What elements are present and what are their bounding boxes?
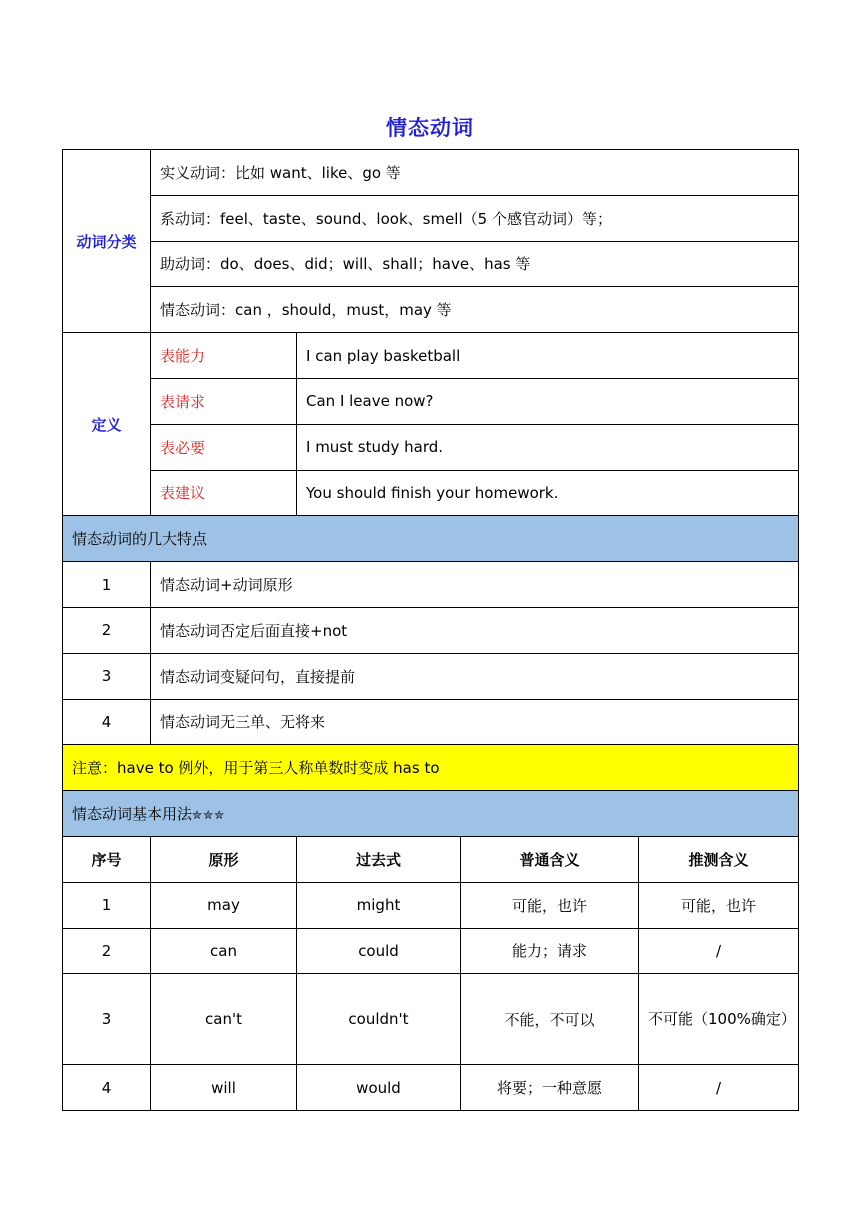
usage-base: may [151, 882, 297, 928]
usage-guess: / [639, 1065, 799, 1111]
usage-past: could [297, 928, 461, 974]
definition-example: I must study hard. [297, 424, 799, 470]
usage-past: couldn't [297, 974, 461, 1065]
feature-text: 情态动词+动词原形 [151, 562, 799, 608]
features-heading: 情态动词的几大特点 [63, 516, 799, 562]
usage-guess: / [639, 928, 799, 974]
usage-past: would [297, 1065, 461, 1111]
feature-number: 4 [63, 699, 151, 745]
definition-example: You should finish your homework. [297, 470, 799, 516]
definition-row [63, 333, 799, 379]
usage-number: 1 [63, 882, 151, 928]
definition-meaning: 表能力 [151, 333, 297, 379]
classification-row [63, 195, 799, 241]
classification-item: 系动词：feel、taste、sound、look、smell（5 个感官动词）等； [151, 195, 799, 241]
definition-example: Can I leave now? [297, 378, 799, 424]
classification-item: 助动词：do、does、did；will、shall；have、has 等 [151, 241, 799, 287]
definition-meaning: 表请求 [151, 378, 297, 424]
column-header-guess: 推测含义 [639, 836, 799, 882]
classification-item: 实义动词：比如 want、like、go 等 [151, 150, 799, 196]
classification-row [63, 150, 799, 196]
definition-example: I can play basketball [297, 333, 799, 379]
definition-label: 定义 [63, 333, 151, 516]
feature-text: 情态动词否定后面直接+not [151, 607, 799, 653]
classification-item: 情态动词：can ，should，must，may 等 [151, 287, 799, 333]
definition-meaning: 表必要 [151, 424, 297, 470]
column-header-past: 过去式 [297, 836, 461, 882]
usage-common: 能力；请求 [461, 928, 639, 974]
page-title: 情态动词 [386, 116, 474, 140]
feature-text: 情态动词变疑问句，直接提前 [151, 653, 799, 699]
star-rating-icon: ✮✮✮ [192, 808, 226, 823]
classification-row [63, 287, 799, 333]
column-header-common: 普通含义 [461, 836, 639, 882]
definition-row [63, 424, 799, 470]
usage-common: 不能，不可以 [461, 974, 639, 1065]
usage-row [63, 974, 799, 1065]
usage-common: 可能，也许 [461, 882, 639, 928]
usage-number: 2 [63, 928, 151, 974]
column-header-number: 序号 [63, 836, 151, 882]
classification-row [63, 241, 799, 287]
note-text: 注意：have to 例外，用于第三人称单数时变成 has to [63, 745, 799, 791]
feature-row [63, 699, 799, 745]
usage-past: might [297, 882, 461, 928]
usage-row [63, 928, 799, 974]
feature-number: 1 [63, 562, 151, 608]
usage-row [63, 882, 799, 928]
note-row [63, 745, 799, 791]
feature-row [63, 653, 799, 699]
modal-verbs-table [62, 149, 799, 1111]
usage-guess: 不可能（100%确定） [639, 974, 799, 1065]
usage-base: can't [151, 974, 297, 1065]
usage-header-row [63, 836, 799, 882]
usage-number: 4 [63, 1065, 151, 1111]
definition-meaning: 表建议 [151, 470, 297, 516]
feature-number: 3 [63, 653, 151, 699]
feature-row [63, 562, 799, 608]
feature-number: 2 [63, 607, 151, 653]
usage-heading-row [63, 791, 799, 837]
usage-row [63, 1065, 799, 1111]
classification-label: 动词分类 [63, 150, 151, 333]
usage-number: 3 [63, 974, 151, 1065]
usage-guess: 可能，也许 [639, 882, 799, 928]
usage-heading [63, 791, 799, 837]
feature-text: 情态动词无三单、无将来 [151, 699, 799, 745]
definition-row [63, 470, 799, 516]
usage-base: will [151, 1065, 297, 1111]
definition-row [63, 378, 799, 424]
usage-common: 将要；一种意愿 [461, 1065, 639, 1111]
features-heading-row [63, 516, 799, 562]
feature-row [63, 607, 799, 653]
column-header-base: 原形 [151, 836, 297, 882]
usage-heading-text: 情态动词基本用法 [72, 805, 193, 824]
usage-base: can [151, 928, 297, 974]
